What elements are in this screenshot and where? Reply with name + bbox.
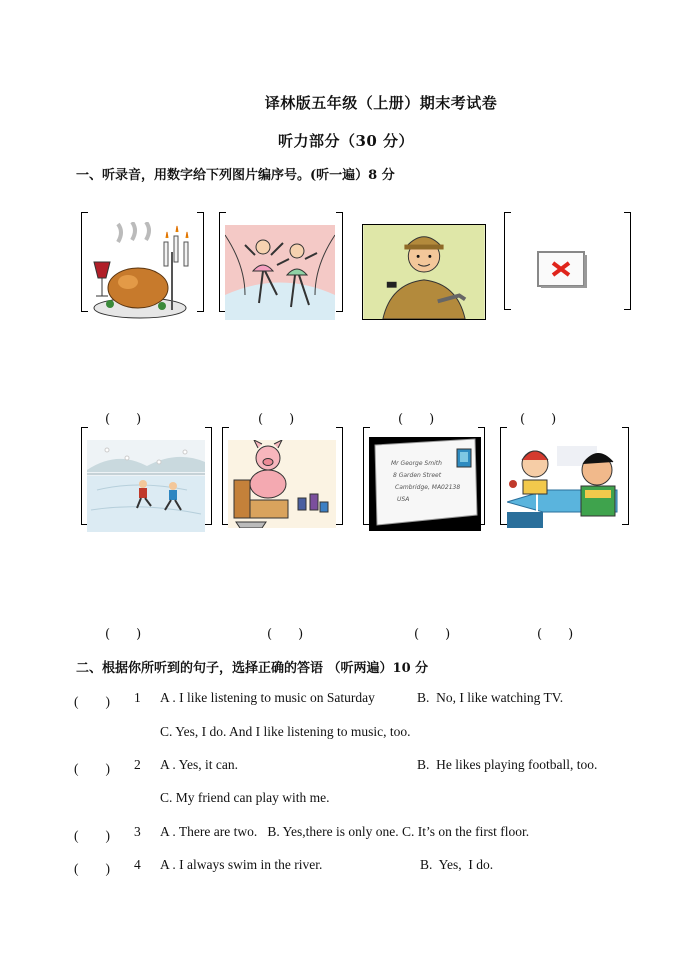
- option-b: B. Yes, I do.: [420, 857, 494, 872]
- answer-bracket[interactable]: ( ): [105, 627, 142, 642]
- picture-frame: [336, 427, 343, 525]
- question-number: 4: [134, 857, 141, 872]
- answer-bracket[interactable]: ( ): [267, 627, 304, 642]
- option-a: A . Yes, it can.: [160, 757, 239, 772]
- question-bracket[interactable]: ( ): [74, 828, 110, 843]
- answer-bracket[interactable]: ( ): [414, 627, 451, 642]
- envelope-line: USA: [397, 496, 410, 503]
- section1-heading: 一、听录音，用数字给下列图片编序号。(听一遍）8 分: [76, 168, 395, 183]
- mechanic-icon: [362, 224, 486, 320]
- envelope-line: Mr George Smith: [391, 460, 442, 467]
- picture-frame: [197, 212, 204, 312]
- answer-bracket[interactable]: ( ): [537, 627, 574, 642]
- option-a: A . I like listening to music on Saturday: [160, 690, 375, 705]
- option-a: A . I always swim in the river.: [160, 857, 323, 872]
- section-subtitle: 听力部分（30 分）: [277, 132, 415, 150]
- picture-frame: [205, 427, 212, 525]
- thanksgiving-dinner-icon: [88, 222, 196, 320]
- picture-frame: [622, 427, 629, 525]
- question-number: 1: [134, 690, 141, 705]
- question-bracket[interactable]: ( ): [74, 694, 110, 709]
- question-bracket[interactable]: ( ): [74, 761, 110, 776]
- option-b: B. He likes playing football, too.: [417, 757, 598, 772]
- question-number: 3: [134, 824, 141, 839]
- page-title: 译林版五年级（上册）期末考试卷: [264, 94, 498, 112]
- question-number: 2: [134, 757, 141, 772]
- picture-frame: [624, 212, 631, 310]
- pig-sofa-icon: [228, 440, 336, 528]
- answer-bracket[interactable]: ( ): [105, 412, 142, 427]
- answer-bracket[interactable]: ( ): [258, 412, 295, 427]
- option-c: C. Yes, I do. And I like listening to music, too.: [160, 724, 411, 739]
- picture-frame: [336, 212, 343, 312]
- envelope-line: Cambridge, MA02138: [395, 484, 461, 491]
- answer-bracket[interactable]: ( ): [398, 412, 435, 427]
- answer-bracket[interactable]: ( ): [520, 412, 557, 427]
- envelope-icon: [369, 437, 481, 531]
- option-b: B. No, I like watching TV.: [417, 690, 564, 705]
- broken-image-icon: [537, 251, 587, 288]
- option-c: C. My friend can play with me.: [160, 790, 330, 805]
- picture-frame: [81, 212, 88, 312]
- picture-frame: [500, 427, 507, 525]
- question-bracket[interactable]: ( ): [74, 861, 110, 876]
- section2-heading: 二、根据你所听到的句子，选择正确的答语 （听两遍）10 分: [76, 661, 429, 676]
- picture-frame: [504, 212, 511, 310]
- options-line: A . There are two. B. Yes,there is only one. C. It’s on the first floor.: [160, 824, 530, 839]
- envelope-line: 8 Garden Street: [393, 472, 442, 479]
- ballet-dancers-icon: [225, 225, 335, 320]
- table-tennis-icon: [507, 440, 621, 528]
- skating-icon: [87, 440, 205, 532]
